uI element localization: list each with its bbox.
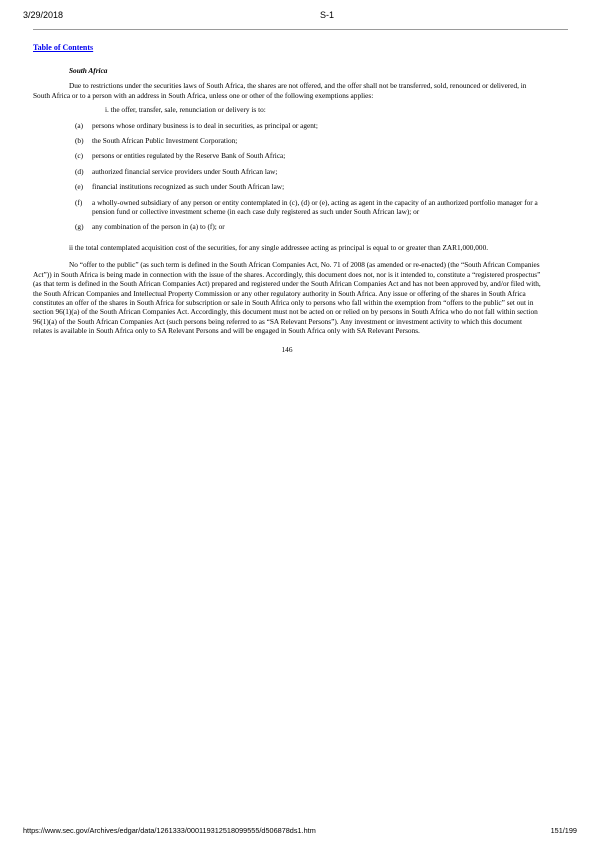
header-divider xyxy=(33,29,568,30)
list-item-label: (g) xyxy=(75,222,84,232)
list-item-label: (f) xyxy=(75,197,83,207)
document-body xyxy=(33,66,541,354)
table-of-contents-link[interactable]: Table of Contents xyxy=(33,43,94,52)
list-item xyxy=(33,182,541,191)
list-item xyxy=(33,136,541,145)
list-item-text: any combination of the person in (a) to (f); or xyxy=(92,222,225,232)
list-item-text: persons whose ordinary business is to deal in securities, as principal or agent; xyxy=(92,120,318,130)
list-item-text: the South African Public Investment Corporation; xyxy=(92,136,238,146)
closing-paragraph: No “offer to the public” (as such term is defined in the South African Companies Act, No. 71 of 2008 (as amended or re-enacted) (the “South African Companies Act”)) in South Africa is being made in connection with the issue of the shares. Accordingly, this document does not, nor is it intended to, constitute a “registered prospectus” (as that term is defined in the South African Companies Act) prepared and registered under the South African Companies Act and has not been approved by, and/or filed with, the South African Companies and Intellectual Property Commission or any other regulatory authority in South Africa. Any issue or offering of the shares in South Africa constitutes an offer of the shares in South Africa for subscription or sale in South Africa only to persons who fall within the exemption from “offers to the public” set out in section 96(1)(a) of the South African Companies Act. Accordingly, this document must not be acted on or relied on by persons in South Africa who do not fall within section 96(1)(a) of the South African Companies Act (such persons being referred to as “SA Relevant Persons”). Any investment or investment activity to which this document relates is available in South Africa only to SA Relevant Persons and will be engaged in South Africa only with SA Relevant Persons. xyxy=(33,260,541,336)
footer-url: https://www.sec.gov/Archives/edgar/data/1261333/000119312518099555/d506878ds1.htm xyxy=(23,826,316,835)
page-number: 146 xyxy=(281,344,293,354)
list-item-text: a wholly-owned subsidiary of any person or entity contemplated in (c), (d) or (e), acting as agent in the capacity of an authorized portfolio manager for a pension fund or collective investment scheme (in each case duly registered as such under South African law); or xyxy=(92,197,538,217)
list-item xyxy=(33,198,541,217)
list-item-label: (d) xyxy=(75,166,84,176)
footer-page-count: 151/199 xyxy=(550,826,577,835)
list-item xyxy=(33,167,541,176)
list-item-label: (e) xyxy=(75,182,84,192)
list-item-text: authorized financial service providers under South African law; xyxy=(92,166,278,176)
exemption-item-i: i. the offer, transfer, sale, renunciation or delivery is to: xyxy=(105,105,266,115)
spacer xyxy=(33,232,541,243)
document-title: S-1 xyxy=(320,10,335,20)
list-item-label: (b) xyxy=(75,136,84,146)
intro-paragraph: Due to restrictions under the securities laws of South Africa, the shares are not offered, and the offer shall not be transferred, sold, renounced or delivered, in South Africa or to a person with an address in South Africa, unless one or other of the following exemptions applies: xyxy=(33,81,527,100)
list-item xyxy=(33,151,541,160)
spacer xyxy=(33,252,541,260)
list-item-label: (c) xyxy=(75,151,84,161)
exemption-item-ii: ii the total contemplated acquisition cost of the securities, for any single addressee acting as principal is equal to or greater than ZAR1,000,000. xyxy=(69,242,489,252)
list-item-text: financial institutions recognized as such under South African law; xyxy=(92,182,285,192)
list-item xyxy=(33,121,541,130)
print-date: 3/29/2018 xyxy=(23,10,64,20)
list-item xyxy=(33,222,541,231)
list-item-text: persons or entities regulated by the Reserve Bank of South Africa; xyxy=(92,151,286,161)
section-heading: South Africa xyxy=(69,66,108,75)
list-item-label: (a) xyxy=(75,120,84,130)
